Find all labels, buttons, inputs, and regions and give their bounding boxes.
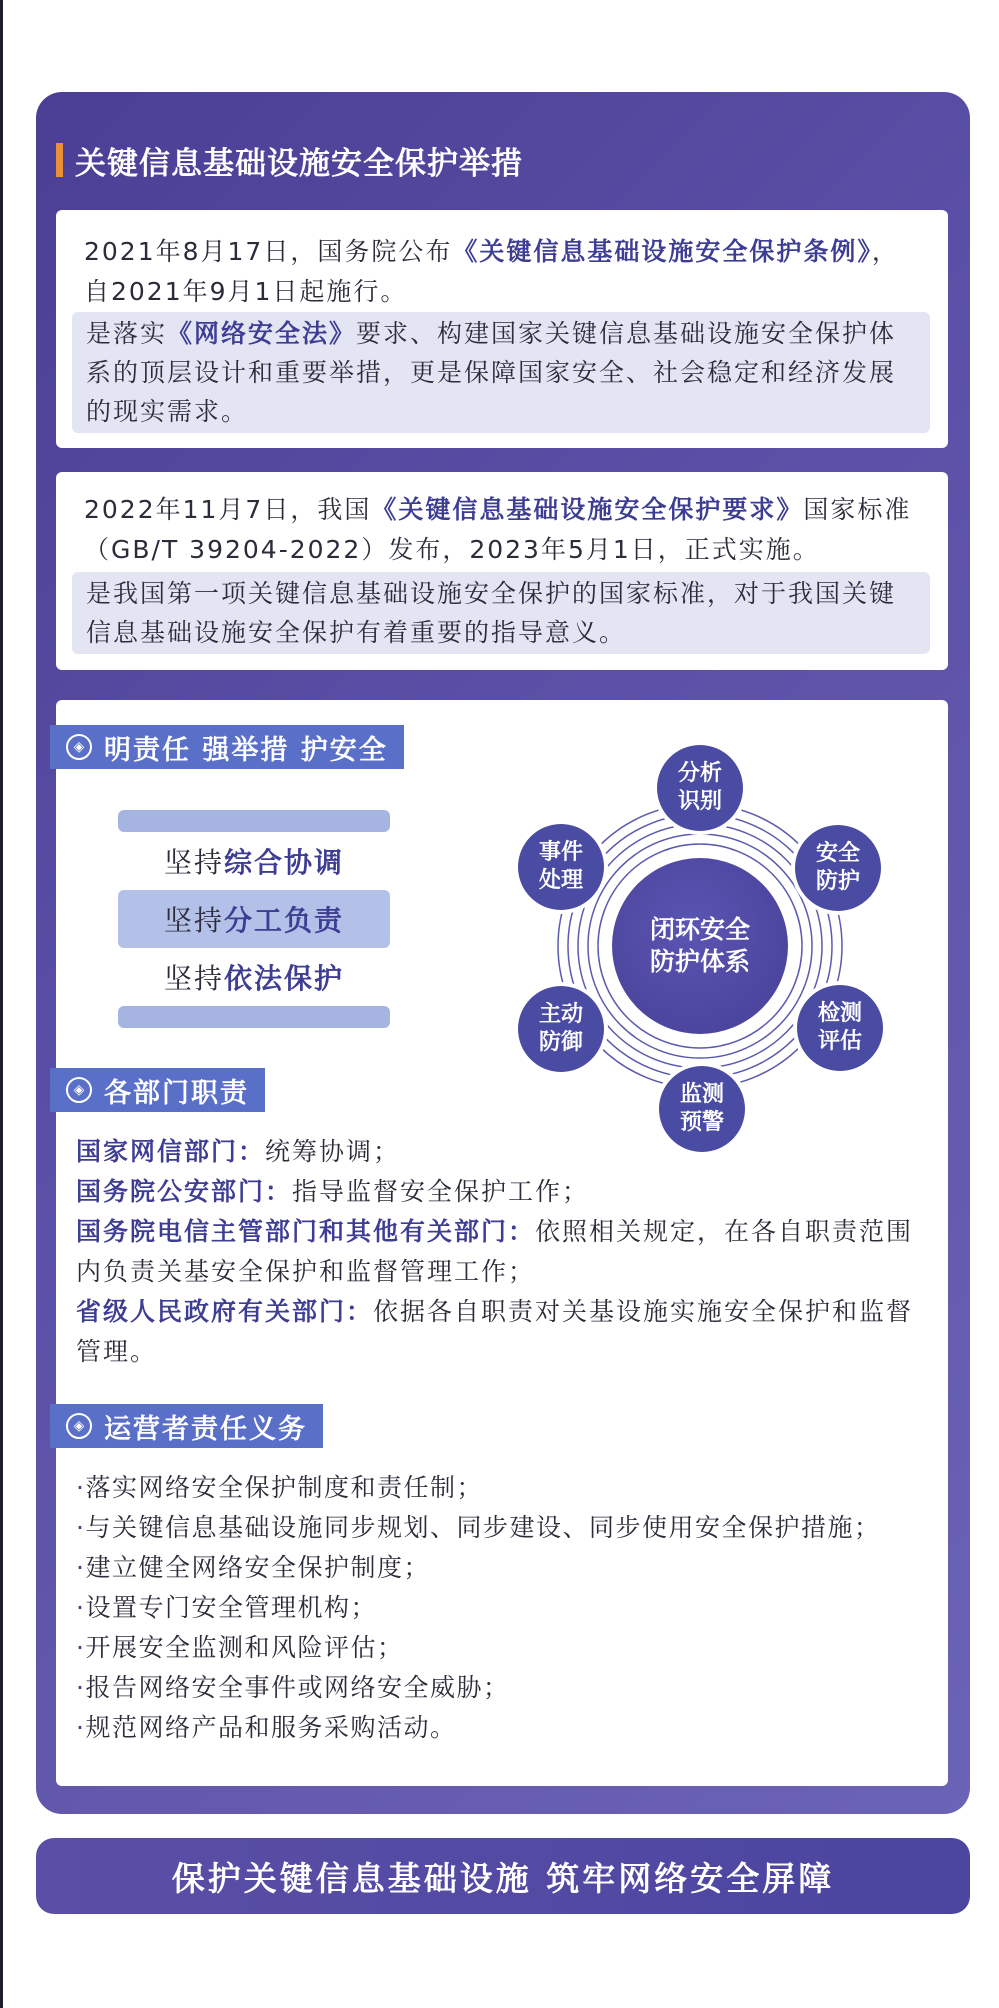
regulation-intro: [84, 232, 924, 312]
principle-prefix: 坚持: [163, 846, 224, 879]
regulation-date-text: 2021年8月17日，国务院公布: [84, 237, 453, 266]
standard-name: 《关键信息基础设施安全保护要求》: [371, 495, 804, 524]
left-border: [0, 0, 3, 2008]
principle-prefix: 坚持: [163, 962, 224, 995]
bullet-dot: ·: [76, 1513, 86, 1542]
section-tag-operators: [50, 1404, 323, 1448]
bullet-dot: ·: [76, 1593, 86, 1622]
obligation-text: 报告网络安全事件或网络安全威胁；: [85, 1673, 510, 1702]
diagram-center: 闭环安全防护体系: [612, 858, 788, 1034]
bullet-dot: ·: [76, 1553, 86, 1582]
regulation-significance: [72, 312, 930, 433]
standard-effective-text: 国家标准（GB/T 39204-2022）发布，2023年5月1日，正式实施。: [84, 495, 912, 564]
duty-item: [76, 1212, 936, 1292]
section-tag-departments: [50, 1068, 265, 1112]
standard-date-text: 2022年11月7日，我国: [84, 495, 372, 524]
bullet-dot: ·: [76, 1713, 86, 1742]
obligation-text: 设置专门安全管理机构；: [85, 1593, 377, 1622]
diagram-node-incident: 事件处理: [518, 824, 604, 910]
duty-department: 省级人民政府有关部门：: [76, 1297, 374, 1326]
section-tag-responsibility: [50, 725, 404, 769]
accent-bar: [56, 143, 63, 177]
bullet-dot: ·: [76, 1473, 86, 1502]
list-item: [76, 1668, 880, 1708]
list-item: [76, 1708, 880, 1748]
principle-item: [118, 890, 390, 948]
duty-item: [76, 1132, 936, 1172]
principles-list: [118, 810, 390, 1028]
list-bottom-cap: [118, 1006, 390, 1028]
regulation-name: 《关键信息基础设施安全保护条例》: [452, 237, 872, 266]
section-tag-label: 运营者责任义务: [104, 1413, 307, 1445]
obligation-text: 规范网络产品和服务采购活动。: [85, 1713, 457, 1742]
shield-icon: ◈: [66, 1413, 92, 1439]
footer-banner: [36, 1838, 970, 1914]
duty-item: [76, 1292, 936, 1372]
duty-text: 依照相关规定，在各自职责范围内负责关基安全保护和监督管理工作；: [76, 1217, 914, 1286]
list-item: [76, 1628, 880, 1668]
principle-item: [118, 948, 390, 1006]
section-tag-label: 明责任 强举措 护安全: [104, 734, 388, 766]
section-tag-label: 各部门职责: [104, 1077, 249, 1109]
diagram-node-analysis: 分析识别: [657, 745, 743, 831]
list-item: [76, 1468, 880, 1508]
operator-obligations: [76, 1468, 880, 1748]
duty-text: 统筹协调；: [265, 1137, 401, 1166]
regulation-effective-text: ，自2021年9月1日起施行。: [84, 237, 899, 306]
regulation-card: [56, 210, 948, 448]
department-duties: [76, 1132, 936, 1372]
standard-intro: [84, 490, 924, 570]
standard-card: [56, 472, 948, 670]
standard-significance: 是我国第一项关键信息基础设施安全保护的国家标准，对于我国关键信息基础设施安全保护有着重要的指导意义。: [72, 572, 930, 654]
obligation-text: 与关键信息基础设施同步规划、同步建设、同步使用安全保护措施；: [85, 1513, 881, 1542]
duty-text: 依据各自职责对关基设施实施安全保护和监督管理。: [76, 1297, 914, 1366]
diagram-node-defense: 主动防御: [518, 986, 604, 1072]
bullet-dot: ·: [76, 1633, 86, 1662]
obligation-text: 开展安全监测和风险评估；: [85, 1633, 404, 1662]
obligation-text: 建立健全网络安全保护制度；: [85, 1553, 430, 1582]
law-name: 《网络安全法》: [167, 319, 357, 348]
duty-department: 国务院电信主管部门和其他有关部门：: [76, 1217, 536, 1246]
list-top-cap: [118, 810, 390, 832]
shield-icon: ◈: [66, 734, 92, 760]
list-item: [76, 1588, 880, 1628]
significance-text: 要求、构建国家关键信息基础设施安全保护体系的顶层设计和重要举措，更是保障国家安全、社会稳定和经济发展的现实需求。: [86, 319, 897, 426]
list-item: [76, 1508, 880, 1548]
shield-icon: ◈: [66, 1077, 92, 1103]
list-item: [76, 1548, 880, 1588]
duty-text: 指导监督安全保护工作；: [292, 1177, 590, 1206]
page-title: 关键信息基础设施安全保护举措: [75, 145, 523, 182]
footer-slogan: 保护关键信息基础设施 筑牢网络安全屏障: [171, 1858, 835, 1898]
duty-department: 国务院公安部门：: [76, 1177, 293, 1206]
principle-item: [118, 832, 390, 890]
significance-pre: 是落实: [86, 319, 168, 348]
diagram-node-assessment: 检测评估: [797, 985, 883, 1071]
bullet-dot: ·: [76, 1673, 86, 1702]
principle-key: 分工负责: [224, 904, 345, 937]
principle-prefix: 坚持: [163, 904, 224, 937]
section-header: [56, 140, 523, 180]
principle-key: 综合协调: [224, 846, 345, 879]
duty-department: 国家网信部门：: [76, 1137, 266, 1166]
principle-key: 依法保护: [224, 962, 345, 995]
diagram-node-protection: 安全防护: [795, 825, 881, 911]
obligation-text: 落实网络安全保护制度和责任制；: [85, 1473, 483, 1502]
duty-item: [76, 1172, 936, 1212]
diagram-node-monitoring: 监测预警: [659, 1066, 745, 1152]
